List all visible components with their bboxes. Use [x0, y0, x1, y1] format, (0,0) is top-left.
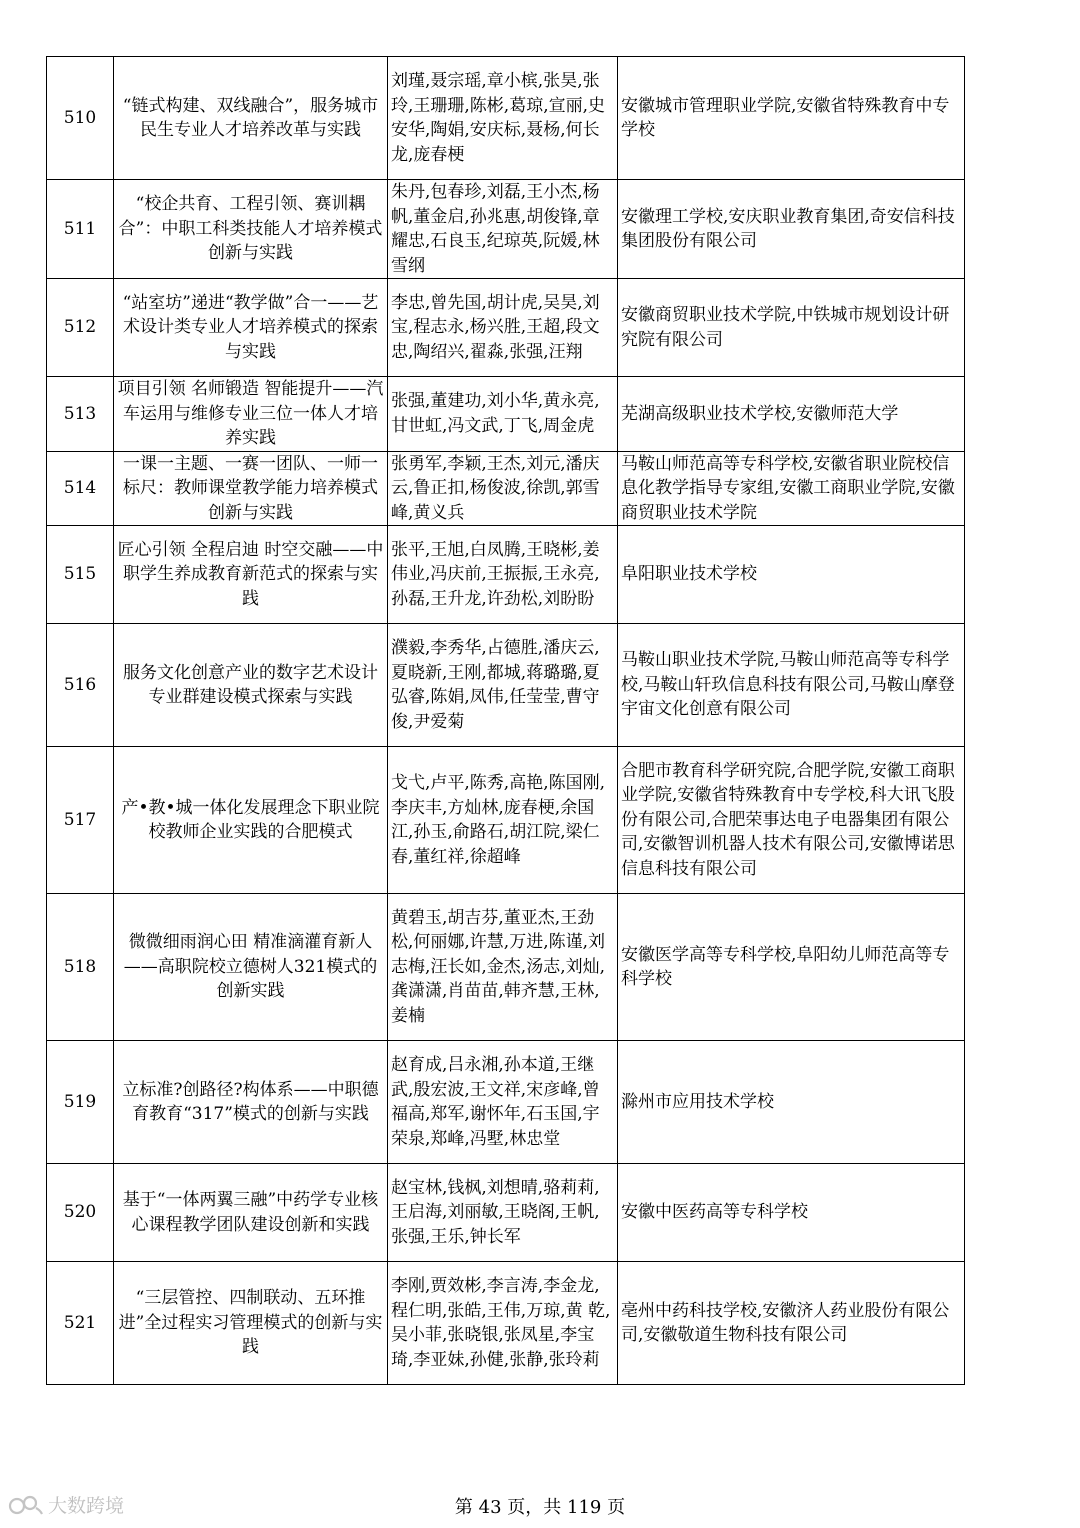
project-title: “校企共育、工程引领、赛训耦合”：中职工科类技能人才培养模式创新与实践 [114, 180, 388, 279]
organizations: 阜阳职业技术学校 [618, 526, 965, 624]
table-row [47, 894, 965, 1041]
team-members: 李忠,曾先国,胡计虎,吴昊,刘宝,程志永,杨兴胜,王超,段文忠,陶绍兴,翟淼,张强,汪翔 [388, 279, 618, 377]
team-members: 黄碧玉,胡吉芬,董亚杰,王劲松,何丽娜,许慧,万进,陈谨,刘志梅,汪长如,金杰,汤志,刘灿,龚潇潇,肖苗苗,韩齐慧,王林,姜楠 [388, 894, 618, 1041]
project-title: 立标准?创路径?构体系——中职德育教育“317”模式的创新与实践 [114, 1041, 388, 1164]
project-title: 匠心引领 全程启迪 时空交融——中职学生养成教育新范式的探索与实践 [114, 526, 388, 624]
organizations: 安徽理工学校,安庆职业教育集团,奇安信科技集团股份有限公司 [618, 180, 965, 279]
project-title: “链式构建、双线融合”，服务城市民生专业人才培养改革与实践 [114, 57, 388, 180]
organizations: 亳州中药科技学校,安徽济人药业股份有限公司,安徽敬道生物科技有限公司 [618, 1262, 965, 1385]
table-row [47, 279, 965, 377]
organizations: 芜湖高级职业技术学校,安徽师范大学 [618, 377, 965, 452]
table-row [47, 1262, 965, 1385]
table-row [47, 57, 965, 180]
table-row [47, 1041, 965, 1164]
page-footer: 第 43 页，共 119 页 [454, 1497, 626, 1518]
organizations: 滁州市应用技术学校 [618, 1041, 965, 1164]
organizations: 合肥市教育科学研究院,合肥学院,安徽工商职业学院,安徽省特殊教育中专学校,科大讯飞股份有限公司,合肥荣事达电子电器集团有限公司,安徽智训机器人技术有限公司,安徽博诺思信息科技有限公司 [618, 747, 965, 894]
row-number: 517 [47, 747, 114, 894]
team-members: 张平,王旭,白凤腾,王晓彬,姜伟业,冯庆前,王振振,王永亮,孙磊,王升龙,许劲松,刘盼盼 [388, 526, 618, 624]
row-number: 514 [47, 451, 114, 526]
project-title: 产•教•城一体化发展理念下职业院校教师企业实践的合肥模式 [114, 747, 388, 894]
table-row [47, 1164, 965, 1262]
project-title: “站室坊”递进“教学做”合一——艺术设计类专业人才培养模式的探索与实践 [114, 279, 388, 377]
row-number: 513 [47, 377, 114, 452]
organizations: 安徽城市管理职业学院,安徽省特殊教育中专学校 [618, 57, 965, 180]
organizations: 安徽医学高等专科学校,阜阳幼儿师范高等专科学校 [618, 894, 965, 1041]
table-row [47, 377, 965, 452]
team-members: 戈弋,卢平,陈秀,高艳,陈国刚,李庆丰,方灿林,庞春梗,余国江,孙玉,俞路石,胡江院,梁仁春,董红祥,徐超峰 [388, 747, 618, 894]
team-members: 赵宝林,钱枫,刘想晴,骆莉莉,王启海,刘丽敏,王晓阁,王帆,张强,王乐,钟长军 [388, 1164, 618, 1262]
team-members: 李刚,贾效彬,李言涛,李金龙,程仁明,张皓,王伟,万琼,黄 乾,吴小菲,张晓银,张凤星,李宝琦,李亚妹,孙健,张静,张玲莉 [388, 1262, 618, 1385]
team-members: 朱丹,包春珍,刘磊,王小杰,杨帆,董金启,孙兆惠,胡俊锋,章耀忠,石良玉,纪琼英,阮媛,林雪纲 [388, 180, 618, 279]
team-members: 濮毅,李秀华,占德胜,潘庆云,夏晓新,王刚,都城,蒋璐璐,夏弘睿,陈娟,凤伟,任莹莹,曹守俊,尹爱菊 [388, 624, 618, 747]
table-row [47, 624, 965, 747]
row-number: 516 [47, 624, 114, 747]
row-number: 520 [47, 1164, 114, 1262]
team-members: 刘瑾,聂宗瑶,章小槟,张昊,张玲,王珊珊,陈彬,葛琼,宣丽,史安华,陶娟,安庆标,聂杨,何长龙,庞春梗 [388, 57, 618, 180]
project-title: “三层管控、四制联动、五环推进”全过程实习管理模式的创新与实践 [114, 1262, 388, 1385]
organizations: 马鞍山师范高等专科学校,安徽省职业院校信息化教学指导专家组,安徽工商职业学院,安徽商贸职业技术学院 [618, 451, 965, 526]
row-number: 519 [47, 1041, 114, 1164]
row-number: 512 [47, 279, 114, 377]
table-row [47, 747, 965, 894]
award-table-body [47, 57, 965, 1385]
award-table [46, 56, 965, 1385]
project-title: 基于“一体两翼三融”中药学专业核心课程教学团队建设创新和实践 [114, 1164, 388, 1262]
table-row [47, 526, 965, 624]
table-row [47, 180, 965, 279]
row-number: 515 [47, 526, 114, 624]
team-members: 赵育成,吕永湘,孙本道,王继武,殷宏波,王文祥,宋彦峰,曾福高,郑军,谢怀年,石玉国,宇荣泉,郑峰,冯墅,林忠堂 [388, 1041, 618, 1164]
organizations: 安徽商贸职业技术学院,中铁城市规划设计研究院有限公司 [618, 279, 965, 377]
team-members: 张强,董建功,刘小华,黄永亮,甘世虹,冯文武,丁飞,周金虎 [388, 377, 618, 452]
project-title: 服务文化创意产业的数字艺术设计专业群建设模式探索与实践 [114, 624, 388, 747]
project-title: 一课一主题、一赛一团队、一师一标尺：教师课堂教学能力培养模式创新与实践 [114, 451, 388, 526]
team-members: 张勇军,李颖,王杰,刘元,潘庆云,鲁正扣,杨俊波,徐凯,郭雪峰,黄义兵 [388, 451, 618, 526]
row-number: 518 [47, 894, 114, 1041]
table-row [47, 451, 965, 526]
organizations: 安徽中医药高等专科学校 [618, 1164, 965, 1262]
project-title: 项目引领 名师锻造 智能提升——汽车运用与维修专业三位一体人才培养实践 [114, 377, 388, 452]
organizations: 马鞍山职业技术学院,马鞍山师范高等专科学校,马鞍山轩玖信息科技有限公司,马鞍山摩登宇宙文化创意有限公司 [618, 624, 965, 747]
row-number: 521 [47, 1262, 114, 1385]
row-number: 510 [47, 57, 114, 180]
row-number: 511 [47, 180, 114, 279]
project-title: 微微细雨润心田 精准滴灌育新人——高职院校立德树人321模式的创新实践 [114, 894, 388, 1041]
watermark-text: 大数跨境 [48, 1495, 125, 1517]
